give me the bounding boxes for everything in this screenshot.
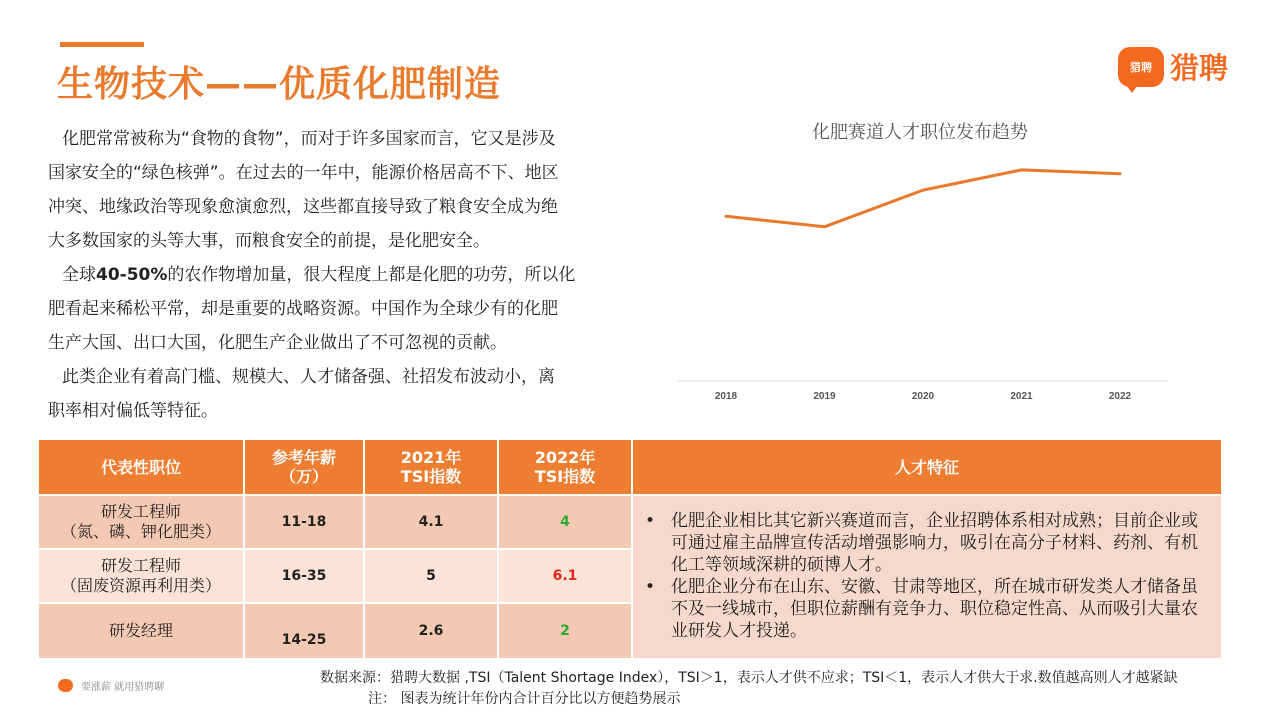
talent-features bbox=[633, 496, 1221, 658]
chat-bubble-icon bbox=[1118, 47, 1164, 87]
footer-slogan: 要涨薪 就用猎聘聊 bbox=[81, 682, 165, 693]
header-position: 代表性职位 bbox=[39, 440, 245, 494]
x-tick-label: 2022 bbox=[1108, 391, 1132, 402]
cell-salary: 14-25 bbox=[245, 604, 365, 658]
x-tick-label: 2021 bbox=[1010, 391, 1033, 402]
feature-item: • 化肥企业分布在山东、安徽、甘肃等地区，所在城市研发类人才储备虽不及一线城市，但职位薪酬有竞争力、职位稳定性高、从而吸引大量农业研发人才投递。 bbox=[641, 576, 1207, 642]
p1-line: 冲突、地缘政治等现象愈演愈烈，这些都直接导致了粮食安全成为绝 bbox=[48, 197, 558, 217]
table-row bbox=[39, 604, 631, 658]
x-tick-label: 2020 bbox=[911, 391, 935, 402]
cell-position: 研发工程师 （固废资源再利用类） bbox=[39, 550, 245, 602]
talent-table bbox=[39, 440, 1221, 658]
brand-logo bbox=[1118, 46, 1228, 87]
p3-line: 职率相对偏低等特征。 bbox=[48, 401, 218, 421]
p3-line: 此类企业有着高门槛、规模大、人才储备强、社招发布波动小，离 bbox=[62, 367, 555, 387]
header-tsi-2021: 2021年 TSI指数 bbox=[365, 440, 499, 494]
p2-line: 生产大国、出口大国，化肥生产企业做出了不可忽视的贡献。 bbox=[48, 333, 507, 353]
cell-salary: 11-18 bbox=[245, 496, 365, 548]
page-title: 生物技术——优质化肥制造 bbox=[57, 64, 502, 105]
header-features: 人才特征 bbox=[894, 457, 959, 477]
table-row bbox=[39, 550, 631, 602]
trend-chart bbox=[660, 110, 1180, 410]
chat-bubble-icon bbox=[58, 679, 73, 692]
header-salary: 参考年薪 （万） bbox=[245, 440, 365, 494]
chart-title: 化肥赛道人才职位发布趋势 bbox=[812, 122, 1028, 143]
p2-tail: 的农作物增加量，很大程度上都是化肥的功劳，所以化 bbox=[167, 265, 576, 285]
p1-line: 大多数国家的头等大事，而粮食安全的前提，是化肥安全。 bbox=[48, 231, 490, 251]
cell-tsi-2021: 4.1 bbox=[365, 496, 499, 548]
p2-lead: 全球 bbox=[62, 265, 96, 285]
x-tick-label: 2019 bbox=[813, 391, 836, 402]
paragraph-3 bbox=[48, 360, 618, 428]
chart-plot bbox=[660, 110, 1180, 410]
cell-tsi-2022: 6.1 bbox=[499, 550, 633, 602]
feature-item: • 化肥企业相比其它新兴赛道而言，企业招聘体系相对成熟；目前企业或可通过雇主品牌宣传活动增强影响力，吸引在高分子材料、药剂、有机化工等领域深耕的硕博人才。 bbox=[641, 510, 1207, 576]
data-source: 数据来源：猎聘大数据 ,TSI（Talent Shortage Index），TSI＞1，表示人才供不应求；TSI＜1，表示人才供大于求.数值越高则人才越紧缺 bbox=[320, 670, 1178, 686]
x-tick-label: 2018 bbox=[714, 391, 738, 402]
footer-brand bbox=[58, 678, 164, 693]
cell-position: 研发经理 bbox=[39, 604, 245, 658]
cell-salary: 16-35 bbox=[245, 550, 365, 602]
cell-position: 研发工程师 （氮、磷、钾化肥类） bbox=[39, 496, 245, 548]
intro-text bbox=[48, 122, 618, 428]
cell-tsi-2022: 4 bbox=[499, 496, 633, 548]
title-accent-bar bbox=[60, 42, 144, 47]
p1-line: 国家安全的“绿色核弹”。在过去的一年中，能源价格居高不下、地区 bbox=[48, 163, 559, 183]
brand-name: 猎聘 bbox=[1170, 51, 1229, 85]
chart-note: 注： 图表为统计年份内合计百分比以方便趋势展示 bbox=[368, 691, 681, 707]
p1-line: 化肥常常被称为“食物的食物”，而对于许多国家而言，它又是涉及 bbox=[62, 129, 556, 149]
paragraph-1 bbox=[48, 122, 618, 258]
table-row bbox=[39, 496, 631, 548]
p2-highlight: 40-50% bbox=[96, 265, 168, 285]
p2-line: 肥看起来稀松平常，却是重要的战略资源。中国作为全球少有的化肥 bbox=[48, 299, 558, 319]
cell-tsi-2022: 2 bbox=[499, 604, 633, 658]
paragraph-2 bbox=[48, 258, 618, 360]
series-line bbox=[726, 170, 1120, 227]
header-tsi-2022: 2022年 TSI指数 bbox=[499, 440, 633, 494]
brand-icon-text: 猎聘 bbox=[1130, 60, 1152, 74]
table-header bbox=[39, 440, 1221, 494]
cell-tsi-2021: 5 bbox=[365, 550, 499, 602]
cell-tsi-2021: 2.6 bbox=[365, 604, 499, 658]
